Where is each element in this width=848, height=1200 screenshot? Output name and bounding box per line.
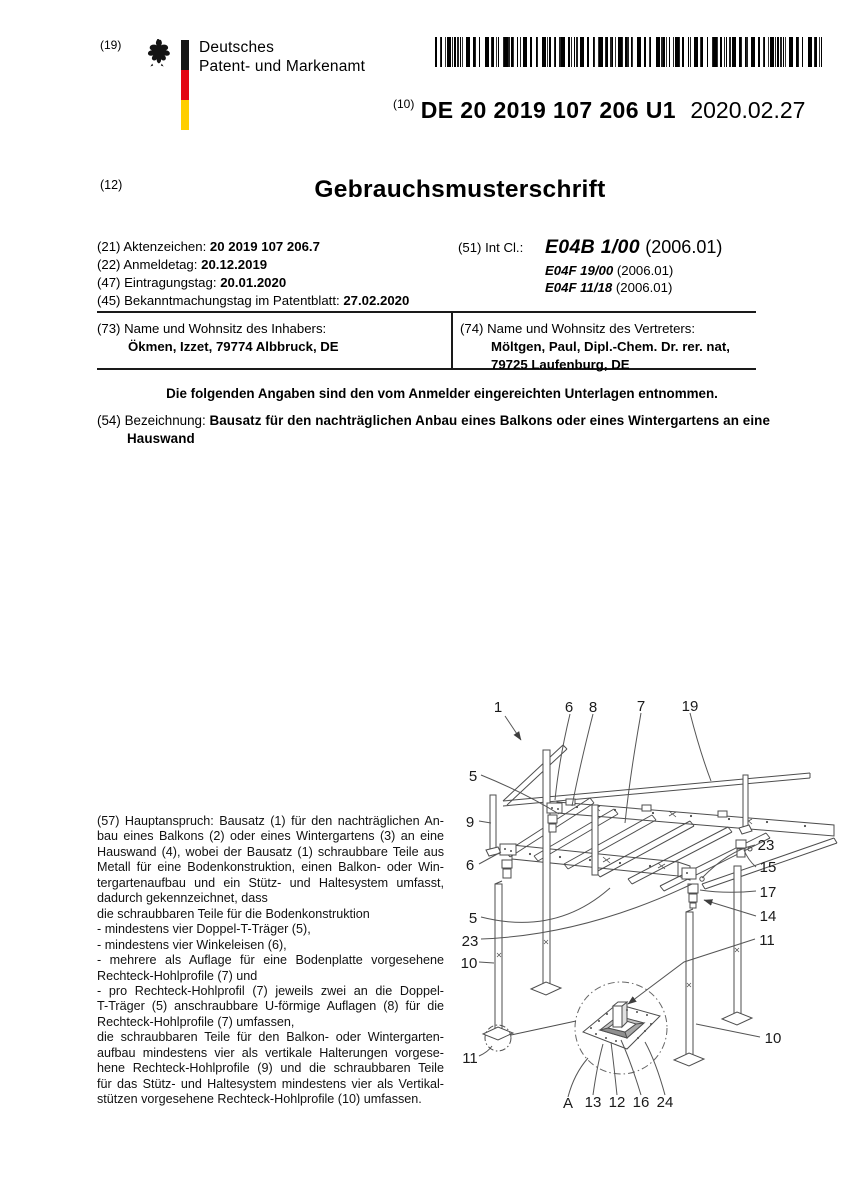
owner-label: Name und Wohnsitz des Inhabers: <box>124 321 327 336</box>
inid-code-51: (51) <box>458 240 482 255</box>
figure-label-19: 19 <box>681 698 699 715</box>
field-eintragungstag: (47) Eintragungstag: 20.01.2020 <box>97 275 287 290</box>
figure-label-10-left: 10 <box>460 955 478 972</box>
claim-line: aufbau mindestens vier als vertikale Halterungen vorgese- <box>97 1045 444 1060</box>
figure-label-17: 17 <box>759 884 777 901</box>
claim-line: Rechteck-Hohlprofile (7) und <box>97 968 258 983</box>
office-name-line2: Patent- und Markenamt <box>199 58 366 75</box>
claim-line: stützen vorgesehene Rechteck-Hohlprofile (10) umfassen. <box>97 1092 422 1107</box>
biblio-left-column <box>97 238 409 310</box>
figure-label-5-left: 5 <box>468 768 478 785</box>
field-bekanntmachungstag: (45) Bekanntmachungstag im Patentblatt: 27.02.2020 <box>97 293 410 308</box>
figure-label-12: 12 <box>608 1094 626 1111</box>
figure-label-23-right: 23 <box>757 837 775 854</box>
claim-line: - mindestens vier Doppel-T-Träger (5), <box>97 922 311 937</box>
office-name <box>199 38 365 76</box>
figure-label-1: 1 <box>493 699 503 716</box>
ipc-primary: E04B 1/00 (2006.01) <box>545 236 723 258</box>
flag-black-stripe <box>181 40 189 70</box>
claim-line: hene Rechteck-Hohlprofile (9) und die schraubbaren Teile <box>97 1061 444 1076</box>
figure-label-8: 8 <box>588 699 598 716</box>
back-rail <box>557 802 834 836</box>
publication-number: DE 20 2019 107 206 U1 <box>420 97 676 123</box>
designation-label: Bezeichnung: <box>124 413 206 428</box>
claim-line: dadurch gekennzeichnet, dass <box>97 891 268 906</box>
ipc-secondary-1: E04F 19/00 (2006.01) <box>545 263 674 278</box>
figure-label-9: 9 <box>465 814 475 831</box>
claim-line: - mehrere als Auflage für eine Bodenplatte vorgesehene <box>97 953 444 968</box>
designation-block <box>97 412 787 448</box>
figure-label-A: A <box>562 1095 574 1112</box>
document-number-line <box>393 97 805 124</box>
federal-eagle-icon <box>138 36 176 76</box>
flag-gold-stripe <box>181 100 189 130</box>
claim-line: - pro Rechteck-Hohlprofil (7) jeweils zwei an die Doppel- <box>97 983 444 998</box>
claim-line: Hauswand (4), wobei der Bausatz (1) schraubbare Teile aus <box>97 844 444 859</box>
applicant-notice: Die folgenden Angaben sind den vom Anmelder eingereichten Unterlagen entnommen. <box>166 386 718 401</box>
inid-code-10: (10) <box>393 97 415 111</box>
field-aktenzeichen: (21) Aktenzeichen: 20 2019 107 206.7 <box>97 239 320 254</box>
patent-figure <box>440 695 848 1115</box>
claim-line: für das Stütz- und Haltesystem mindestens vier als Vertikal- <box>97 1076 444 1091</box>
claim-line: Metall für eine Bodenkonstruktion, einen Balkon- oder Win- <box>97 860 444 875</box>
figure-labels <box>461 698 782 1112</box>
figure-label-11-right: 11 <box>759 932 775 949</box>
int-cl-block <box>458 236 723 295</box>
flag-red-stripe <box>181 70 189 100</box>
int-cl-label: Int Cl.: <box>485 240 524 255</box>
figure-label-6-top: 6 <box>564 699 574 716</box>
figure-label-15: 15 <box>759 859 777 876</box>
inid-code-19: (19) <box>100 38 122 52</box>
claim-line: T-Träger (5) anschraubbare U-förmige Auflagen (8) für die <box>97 999 444 1014</box>
figure-label-7: 7 <box>636 698 646 715</box>
german-flag-bar <box>181 40 189 130</box>
document-type-title: Gebrauchsmusterschrift <box>314 176 606 203</box>
inid-code-12: (12) <box>100 178 123 192</box>
claim-line: die schraubbaren Teile für die Bodenkonstruktion <box>97 906 370 921</box>
claim-line: - mindestens vier Winkeleisen (6), <box>97 937 287 952</box>
figure-label-13: 13 <box>584 1094 602 1111</box>
claim-line: tergartenaufbau und ein Stütz- und Haltesystem umfasst, <box>97 875 444 890</box>
figure-label-5-lower: 5 <box>468 910 478 927</box>
representative-label: Name und Wohnsitz des Vertreters: <box>487 321 696 336</box>
representative-value: Möltgen, Paul, Dipl.-Chem. Dr. rer. nat, 79725 Laufenburg, DE <box>491 339 730 372</box>
barcode-icon <box>435 37 823 67</box>
figure-drawing <box>479 713 837 1097</box>
owner-block <box>97 320 458 356</box>
figure-label-24: 24 <box>656 1094 674 1111</box>
representative-block <box>460 320 769 374</box>
claim-line: Rechteck-Hohlprofile (7) umfassen, <box>97 1014 295 1029</box>
claim-line: (57) Hauptanspruch: Bausatz (1) für den nachträglichen An- <box>97 814 444 828</box>
figure-label-16: 16 <box>632 1094 650 1111</box>
figure-label-14: 14 <box>759 908 777 925</box>
owner-value: Ökmen, Izzet, 79774 Albbruck, DE <box>128 339 339 354</box>
inid-code-74: (74) <box>460 321 484 336</box>
field-anmeldetag: (22) Anmeldetag: 20.12.2019 <box>97 257 268 272</box>
claim-line: die schraubbaren Teile für den Balkon- oder Wintergarten- <box>97 1030 444 1045</box>
inid-code-54: (54) <box>97 413 121 428</box>
ipc-secondary-2: E04F 11/18 (2006.01) <box>545 280 673 295</box>
figure-label-11-left: 11 <box>462 1050 478 1067</box>
figure-label-6-left: 6 <box>465 857 475 874</box>
designation-title-line2: Hauswand <box>127 431 195 446</box>
horizontal-rule-top <box>97 311 756 313</box>
publication-date: 2020.02.27 <box>690 97 806 123</box>
claim-line: bau eines Balkons (2) oder eines Wintergartens (3) an eine <box>97 829 444 844</box>
base-plate-detail <box>511 982 667 1074</box>
figure-label-10-right: 10 <box>764 1030 782 1047</box>
figure-label-23-lower: 23 <box>461 933 479 950</box>
office-name-line1: Deutsches <box>199 39 275 56</box>
designation-title-line1: Bausatz für den nachträglichen Anbau eines Balkons oder eines Wintergartens an eine <box>209 413 771 428</box>
main-claim-block <box>97 814 444 1108</box>
inid-code-73: (73) <box>97 321 121 336</box>
